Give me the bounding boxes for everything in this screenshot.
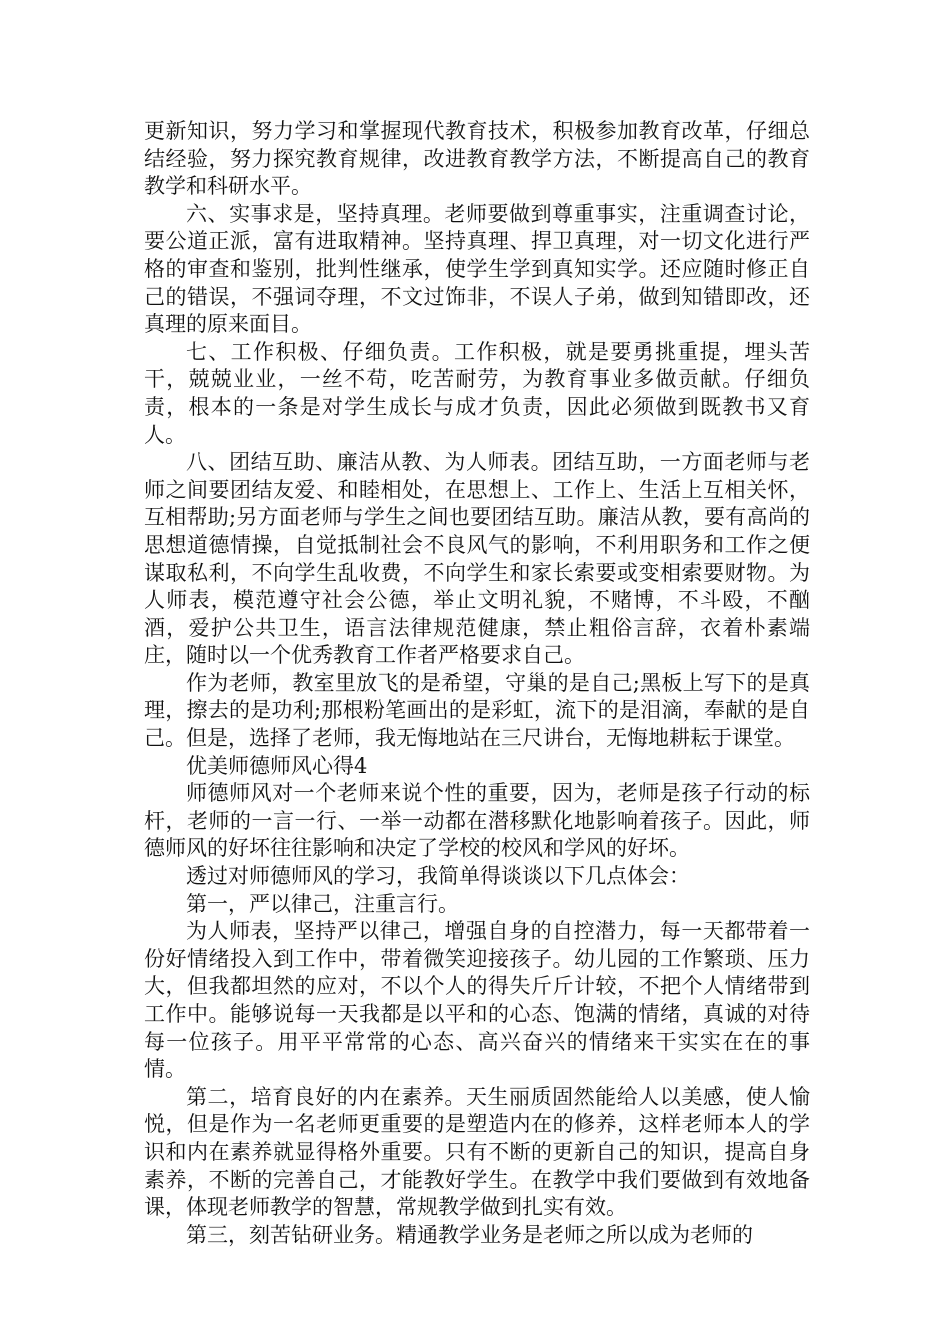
- paragraph-intro: 师德师风对一个老师来说个性的重要，因为，老师是孩子行动的标杆，老师的一言一行、一举一动都在潜移默化地影响着孩子。因此，师德师风的好坏往往影响和决定了学校的校风和学风的好坏。: [144, 781, 810, 861]
- paragraph-item-seven: 七、工作积极、仔细负责。工作积极，就是要勇挑重提，埋头苦干，兢兢业业，一丝不苟，吃苦耐劳，为教育事业多做贡献。仔细负责，根本的一条是对学生成长与成才负责，因此必须做到既教书又育人。: [144, 339, 810, 447]
- paragraph-point-two: 第二，培育良好的内在素养。天生丽质固然能给人以美感，使人愉悦，但是作为一名老师更重要的是塑造内在的修养，这样老师本人的学识和内在素养就显得格外重要。只有不断的更新自己的知识，提高自身素养，不断的完善自己，才能教好学生。在教学中我们要做到有效地备课，体现老师教学的智慧，常规教学做到扎实有效。: [144, 1084, 810, 1220]
- paragraph-as-teacher: 作为老师，教室里放飞的是希望，守巢的是自己;黑板上写下的是真理，擦去的是功利;那根粉笔画出的是彩虹，流下的是泪滴，奉献的是自己。但是，选择了老师，我无悔地站在三尺讲台，无悔地耕耘于课堂。: [144, 670, 810, 751]
- paragraph-lead-in: 透过对师德师风的学习，我简单得谈谈以下几点体会：: [186, 864, 690, 889]
- paragraph-continuation: 更新知识，努力学习和掌握现代教育技术，积极参加教育改革，仔细总结经验，努力探究教育规律，改进教育教学方法，不断提高自己的教育教学和科研水平。: [144, 119, 810, 199]
- document-page: [144, 118, 810, 1249]
- paragraph-point-one: 为人师表，坚持严以律己，增强自身的自控潜力，每一天都带着一份好情绪投入到工作中，带着微笑迎接孩子。幼儿园的工作繁琐、压力大，但我都坦然的应对，不以个人的得失斤斤计较，不把个人情绪带到工作中。能够说每一天我都是以平和的心态、饱满的情绪，真诚的对待每一位孩子。用平平常常的心态、高兴奋兴的情绪来干实实在在的事情。: [144, 919, 810, 1082]
- paragraph-item-eight: 八、团结互助、廉洁从教、为人师表。团结互助，一方面老师与老师之间要团结友爱、和睦相处，在思想上、工作上、生活上互相关怀，互相帮助;另方面老师与学生之间也要团结互助。廉洁从教，要有高尚的思想道德情操，自觉抵制社会不良风气的影响，不利用职务和工作之便谋取私利，不向学生乱收费，不向学生和家长索要或变相索要财物。为人师表，模范遵守社会公德，举止文明礼貌，不赌博，不斗殴，不酗酒，爱护公共卫生，语言法律规范健康，禁止粗俗言辞，衣着朴素端庄，随时以一个优秀教育工作者严格要求自己。: [144, 450, 810, 668]
- section-heading: 优美师德师风心得4: [186, 753, 368, 778]
- point-one-heading: 第一，严以律己，注重言行。: [186, 891, 459, 916]
- paragraph-item-six: 六、实事求是，坚持真理。老师要做到尊重事实，注重调查讨论，要公道正派，富有进取精神。坚持真理、捍卫真理，对一切文化进行严格的审查和鉴别，批判性继承，使学生学到真知实学。还应随时修正自己的错误，不强词夺理，不文过饰非，不误人子弟，做到知错即改，还真理的原来面目。: [144, 201, 810, 337]
- paragraph-point-three: 第三，刻苦钻研业务。精通教学业务是老师之所以成为老师的: [186, 1222, 753, 1247]
